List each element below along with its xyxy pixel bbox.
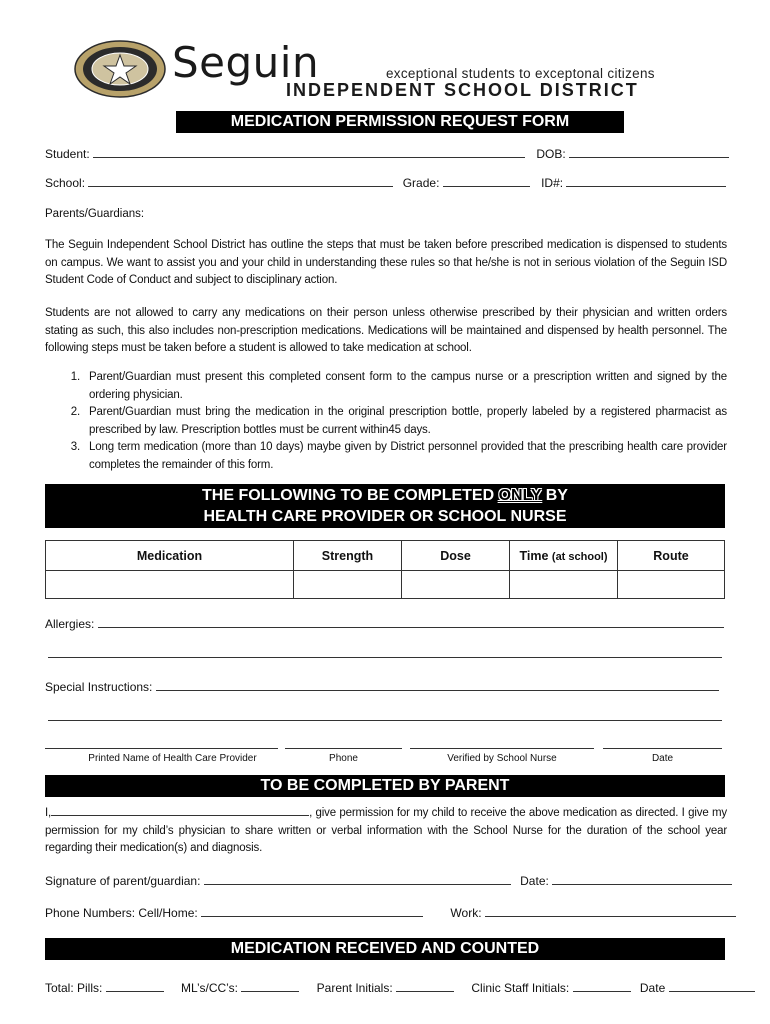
signature-field[interactable] [204,873,511,885]
signature-row [45,873,732,888]
id-label: ID#: [541,176,564,190]
signature-date-label: Date: [520,874,549,888]
phone-label: Phone Numbers: Cell/Home: [45,906,198,920]
dose-cell[interactable] [402,571,510,599]
work-label: Work: [450,906,482,920]
special-instructions-line-2[interactable] [48,709,722,721]
signature-date-field[interactable] [552,873,732,885]
form-title: MEDICATION PERMISSION REQUEST FORM [176,111,624,133]
brand-name: Seguin [172,38,320,87]
provider-phone-field[interactable] [285,737,402,749]
intro-paragraph: The Seguin Independent School District has outline the steps that must be taken before prescribed medication is dispensed to students on campus. We want to assist you and your child in understanding these rules so that he/she is not in serious violation of the Seguin ISD Student Code of Conduct and subject to disciplinary action. [45,239,727,286]
col-dose: Dose [402,541,510,571]
staff-initials-label: Clinic Staff Initials: [471,981,570,995]
dob-field[interactable] [569,146,729,158]
brand-tagline: exceptional students to exceptonal citizens [386,66,655,81]
student-field[interactable] [93,146,525,158]
policy-paragraph: Students are not allowed to carry any medications on their person unless otherwise prescribed by their physician and written orders stating as such, this also includes non-prescription medications. Medications will be maintained and dispensed by health personnel. The following steps must be taken before a student is allowed to take medication at school. [45,307,727,354]
total-pills-label: Total: Pills: [45,981,103,995]
school-field[interactable] [88,175,393,187]
strength-cell[interactable] [294,571,402,599]
school-label: School: [45,176,86,190]
received-section-header: MEDICATION RECEIVED AND COUNTED [45,938,725,960]
received-row [45,980,755,995]
parent-section-header: TO BE COMPLETED BY PARENT [45,775,725,797]
work-phone-field[interactable] [485,905,736,917]
provider-name-caption: Printed Name of Health Care Provider [88,753,257,764]
special-instructions-field[interactable] [156,679,719,691]
ml-cc-label: ML’s/CC’s: [181,981,238,995]
student-row [45,146,729,161]
medication-cell[interactable] [46,571,294,599]
allergies-field[interactable] [98,616,724,628]
col-time: Time (at school) [510,541,618,571]
verified-caption: Verified by School Nurse [447,753,557,764]
pills-field[interactable] [106,980,164,992]
provider-name-field[interactable] [45,737,278,749]
parent-name-field[interactable] [51,805,309,816]
time-cell[interactable] [510,571,618,599]
signature-label: Signature of parent/guardian: [45,874,201,888]
received-date-field[interactable] [669,980,755,992]
special-instructions-label: Special Instructions: [45,680,153,694]
allergies-field-line-2[interactable] [48,646,722,658]
list-item: 1. Parent/Guardian must present this completed consent form to the campus nurse or a prescription written and signed by the ordering physician. [70,371,727,401]
student-label: Student: [45,147,90,161]
col-strength: Strength [294,541,402,571]
date-caption: Date [651,753,674,764]
parent-initials-field[interactable] [396,980,454,992]
special-instructions-row [45,679,719,694]
grade-label: Grade: [402,176,440,190]
list-item: 3. Long term medication (more than 10 days) maybe given by District personnel provided that the prescribing health care provider completes the remainder of this form. [70,441,727,471]
only-emphasis: ONLY [498,487,542,504]
table-row [46,571,725,599]
col-route: Route [618,541,725,571]
permission-statement: I, , give permission for my child to receive the above medication as directed. I give my permission for my child’s physician to share written or verbal information with the School Nurse for the duration of the school year regarding their medication(s) and diagnosis. [45,807,727,854]
allergies-row [45,616,724,631]
allergies-label: Allergies: [45,617,95,631]
ml-cc-field[interactable] [241,980,299,992]
district-seal-logo [74,40,166,98]
list-item: 2. Parent/Guardian must bring the medication in the original prescription bottle, properly labeled by a registered pharmacist as prescribed by law. Prescription bottles must be current within45 days. [70,406,727,436]
phone-caption: Phone [329,753,358,764]
school-row [45,175,726,190]
parents-label: Parents/Guardians: [45,208,145,220]
provider-section-header: THE FOLLOWING TO BE COMPLETED ONLY BY HEALTH CARE PROVIDER OR SCHOOL NURSE [45,484,725,528]
col-medication: Medication [46,541,294,571]
district-name: INDEPENDENT SCHOOL DISTRICT [286,80,639,100]
route-cell[interactable] [618,571,725,599]
staff-initials-field[interactable] [573,980,631,992]
parent-initials-label: Parent Initials: [316,981,393,995]
grade-field[interactable] [443,175,530,187]
received-date-label: Date [639,981,666,995]
medication-table [45,540,725,599]
dob-label: DOB: [536,147,566,161]
cell-home-field[interactable] [201,905,423,917]
table-header-row [46,541,725,571]
verified-date-field[interactable] [603,737,722,749]
nurse-verified-field[interactable] [410,737,594,749]
phone-row [45,905,736,920]
id-field[interactable] [566,175,726,187]
steps-list [45,369,727,474]
